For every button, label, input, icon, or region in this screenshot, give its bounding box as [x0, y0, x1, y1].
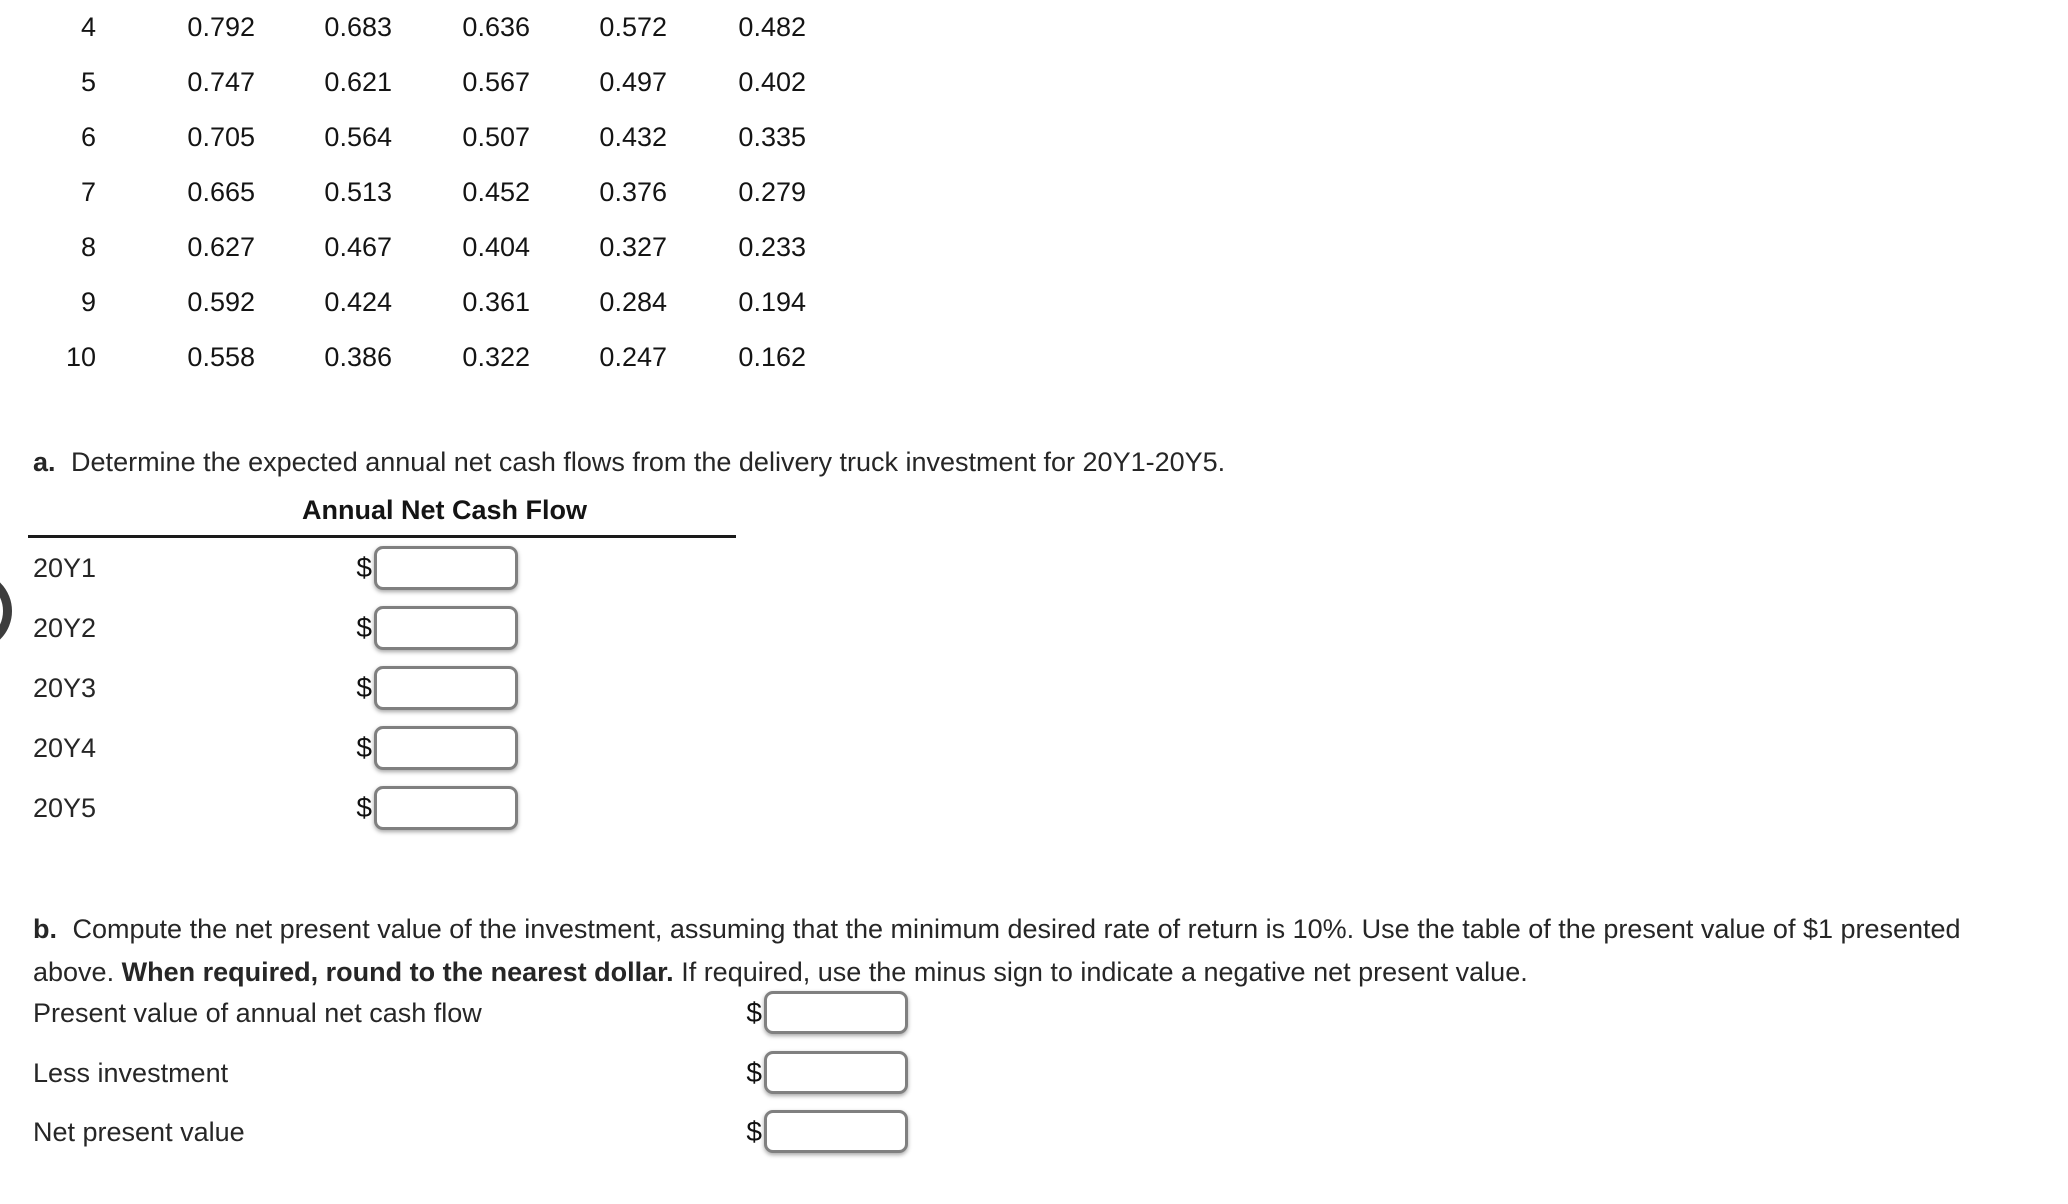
pv-table-row [0, 0, 806, 55]
pv-factor-cell: 0.747 [187, 67, 255, 97]
dollar-sign: $ [746, 1057, 762, 1088]
year-label: 20Y2 [33, 612, 97, 643]
dollar-sign: $ [356, 552, 372, 583]
pv-factor-cell: 0.513 [324, 177, 392, 207]
pv-factor-cell: 0.683 [324, 12, 392, 42]
dollar-sign: $ [746, 1116, 762, 1147]
pv-factor-cell: 0.452 [462, 177, 530, 207]
year-label: 20Y4 [33, 732, 97, 763]
cash-flow-input-20y3[interactable] [374, 666, 518, 710]
net-present-value-input[interactable] [764, 1110, 908, 1153]
pv-factor-cell: 0.327 [599, 232, 667, 262]
pv-factor-cell: 0.424 [324, 287, 392, 317]
pv-factor-cell: 0.665 [187, 177, 255, 207]
pv-factor-cell: 0.284 [599, 287, 667, 317]
pv-factor-cell: 0.482 [738, 12, 806, 42]
year-label: 20Y5 [33, 792, 97, 823]
dollar-sign: $ [356, 672, 372, 703]
pv-factor-cell: 0.361 [462, 287, 530, 317]
pv-factor-cell: 0.376 [599, 177, 667, 207]
pv-annual-net-cash-flow-input[interactable] [764, 991, 908, 1034]
section-b-prompt [33, 908, 2035, 994]
npv-row-less-investment [0, 1051, 1000, 1095]
pv-period-cell: 8 [80, 232, 96, 262]
section-b-label: b. [33, 914, 57, 944]
annual-cash-flow-row-20y3 [0, 666, 760, 710]
pv-factor-cell: 0.572 [599, 12, 667, 42]
pv-factor-cell: 0.507 [462, 122, 530, 152]
cash-flow-input-20y1[interactable] [374, 546, 518, 590]
cash-flow-input-20y5[interactable] [374, 786, 518, 830]
pv-factor-cell: 0.636 [462, 12, 530, 42]
cash-flow-input-20y4[interactable] [374, 726, 518, 770]
pv-factor-cell: 0.627 [187, 232, 255, 262]
dollar-sign: $ [356, 612, 372, 643]
year-label: 20Y1 [33, 552, 97, 583]
dollar-sign: $ [356, 792, 372, 823]
pv-factor-cell: 0.402 [738, 67, 806, 97]
annual-cash-flow-row-20y5 [0, 786, 760, 830]
header-underline [28, 535, 736, 538]
pv-table-row [0, 330, 806, 385]
npv-row-label: Less investment [33, 1057, 229, 1088]
pv-factor-cell: 0.279 [738, 177, 806, 207]
dollar-sign: $ [746, 997, 762, 1028]
annual-cash-flow-row-20y2 [0, 606, 760, 650]
annual-cash-flow-row-20y4 [0, 726, 760, 770]
npv-row-net-present-value [0, 1110, 1000, 1154]
npv-row-label: Net present value [33, 1116, 245, 1147]
pv-period-cell: 9 [80, 287, 96, 317]
pv-factor-cell: 0.705 [187, 122, 255, 152]
pv-factor-cell: 0.386 [324, 342, 392, 372]
npv-row-present-value [0, 991, 1000, 1035]
pv-table-row [0, 220, 806, 275]
section-a-prompt [33, 441, 1933, 483]
pv-factor-cell: 0.621 [324, 67, 392, 97]
pv-table-row [0, 110, 806, 165]
pv-factor-cell: 0.247 [599, 342, 667, 372]
pv-factor-cell: 0.564 [324, 122, 392, 152]
pv-factor-cell: 0.162 [738, 342, 806, 372]
pv-factor-cell: 0.432 [599, 122, 667, 152]
pv-period-cell: 10 [65, 342, 96, 372]
annual-net-cash-flow-header: Annual Net Cash Flow [302, 495, 588, 525]
pv-table-row [0, 165, 806, 220]
year-label: 20Y3 [33, 672, 97, 703]
pv-factor-cell: 0.792 [187, 12, 255, 42]
pv-period-cell: 5 [80, 67, 96, 97]
pv-period-cell: 4 [80, 12, 96, 42]
pv-factor-cell: 0.467 [324, 232, 392, 262]
pv-period-cell: 7 [80, 177, 96, 207]
pv-factor-cell: 0.194 [738, 287, 806, 317]
section-b-text-2: If required, use the minus sign to indicate a negative net present value. [681, 957, 1528, 987]
pv-factor-cell: 0.558 [187, 342, 255, 372]
dollar-sign: $ [356, 732, 372, 763]
section-b-text-1: Compute the net present value of the investment, assuming that the minimum desired rate of return is 10%. Use the table of the present value of $1 presented above. [33, 914, 1961, 987]
pv-factor-cell: 0.567 [462, 67, 530, 97]
section-a-label: a. [33, 447, 56, 477]
npv-row-label: Present value of annual net cash flow [33, 997, 482, 1028]
pv-table-row [0, 55, 806, 110]
pv-factor-cell: 0.335 [738, 122, 806, 152]
pv-factor-cell: 0.322 [462, 342, 530, 372]
less-investment-input[interactable] [764, 1051, 908, 1094]
pv-table-row [0, 275, 806, 330]
section-a-text: Determine the expected annual net cash flows from the delivery truck investment for 20Y1-20Y5. [71, 447, 1226, 477]
pv-period-cell: 6 [80, 122, 96, 152]
present-value-of-1-table [0, 0, 806, 385]
pv-factor-cell: 0.497 [599, 67, 667, 97]
pv-factor-cell: 0.233 [738, 232, 806, 262]
cash-flow-input-20y2[interactable] [374, 606, 518, 650]
pv-factor-cell: 0.592 [187, 287, 255, 317]
section-b-bold-instruction: When required, round to the nearest dollar. [121, 957, 674, 987]
pv-factor-cell: 0.404 [462, 232, 530, 262]
annual-cash-flow-row-20y1 [0, 546, 760, 590]
